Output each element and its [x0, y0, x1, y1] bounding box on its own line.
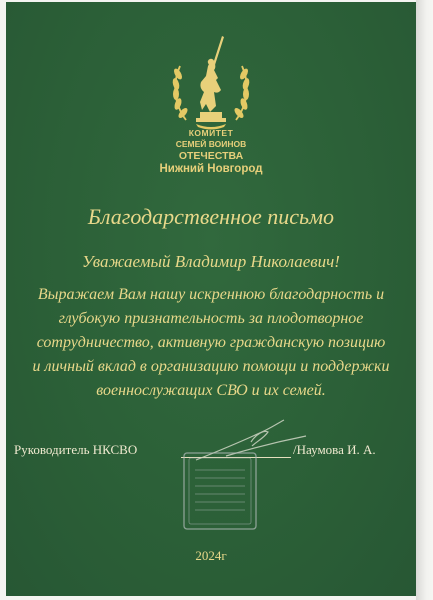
- signer-name: /Наумова И. А.: [293, 442, 376, 457]
- letter-body-line: сотрудничество, активную гражданскую позицию: [36, 334, 386, 351]
- logo-caption-city: Нижний Новгород: [159, 163, 263, 175]
- logo-caption-line-3: ОТЕЧЕСТВА: [178, 150, 244, 162]
- letter-greeting: Уважаемый Владимир Николаевич!: [82, 252, 340, 271]
- scan-margin: [416, 0, 433, 600]
- letter-body-line: военнослужащих СВО и их семей.: [96, 382, 326, 399]
- signer-position: Руководитель НКСВО: [14, 442, 138, 457]
- letter-year: 2024г: [195, 548, 227, 563]
- letter-body-line: глубокую признательность за плодотворное: [58, 310, 364, 327]
- logo-caption-line-1: КОМИТЕТ: [188, 128, 234, 138]
- motherland-statue-icon: [196, 36, 226, 122]
- letter-sheet: [6, 2, 416, 596]
- letter-body-line: Выражаем Вам нашу искреннюю благодарность и: [37, 286, 385, 303]
- letter-title: Благодарственное письмо: [87, 204, 335, 229]
- emblem-logo: [166, 32, 256, 132]
- letter-body-line: и личный вклад в организацию помощи и поддержки: [32, 358, 390, 375]
- logo-caption-line-2: СЕМЕЙ ВОИНОВ: [175, 139, 247, 149]
- stamp-seal: [181, 450, 259, 532]
